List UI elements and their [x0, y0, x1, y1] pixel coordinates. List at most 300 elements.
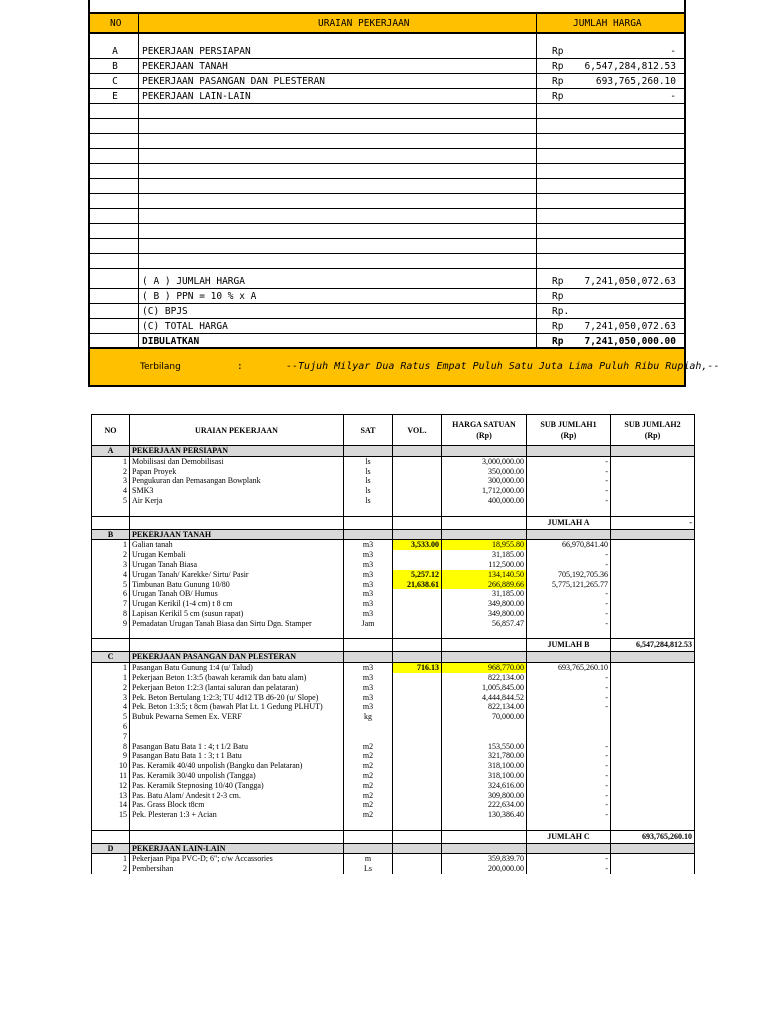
- section-blank-cell: [442, 446, 527, 457]
- item-harga: 1,712,000.00: [442, 486, 527, 496]
- total-blank-cell: [344, 639, 393, 652]
- item-desc: Pas. Keramik Stepnosing 10/40 (Tangga): [130, 781, 344, 791]
- table-row: [92, 791, 695, 801]
- item-vol: [393, 781, 442, 791]
- item-sub1: -: [527, 467, 611, 477]
- item-desc: Pengukuran dan Pemasangan Bowplank: [130, 476, 344, 486]
- item-sub1: -: [527, 486, 611, 496]
- item-vol: [393, 800, 442, 810]
- item-no: 7: [92, 732, 130, 742]
- item-sat: m3: [344, 683, 393, 693]
- blank-cell: [130, 629, 344, 639]
- item-sub1: -: [527, 800, 611, 810]
- item-harga: 266,889.66: [442, 580, 527, 590]
- item-desc: Urugan Tanah/ Karekke/ Sirtu/ Pasir: [130, 570, 344, 580]
- item-no: 9: [92, 619, 130, 629]
- item-sub1: -: [527, 693, 611, 703]
- item-desc: Pek. Beton Bertulang 1:2:3; TU 4d12 TB d6-20 (u/ Slope): [130, 693, 344, 703]
- item-sat: m3: [344, 599, 393, 609]
- item-vol: [393, 864, 442, 874]
- section-total-row: [92, 830, 695, 843]
- item-vol: [393, 599, 442, 609]
- item-harga: [442, 722, 527, 732]
- item-harga: 1,005,845.00: [442, 683, 527, 693]
- item-desc: Pemadatan Urugan Tanah Biasa dan Sirtu Dgn. Stamper: [130, 619, 344, 629]
- item-no: 11: [92, 771, 130, 781]
- item-no: 2: [92, 864, 130, 874]
- summary-total-desc: ( A ) JUMLAH HARGA: [142, 276, 245, 287]
- item-vol: [393, 732, 442, 742]
- item-no: 1: [92, 540, 130, 550]
- item-no: 13: [92, 791, 130, 801]
- section-blank-cell: [442, 529, 527, 540]
- summary-row: [90, 224, 684, 239]
- table-row: [92, 456, 695, 466]
- item-harga: 822,134.00: [442, 673, 527, 683]
- blank-cell: [92, 629, 130, 639]
- detail-header-vol: VOL.: [393, 415, 442, 446]
- item-sub2: [611, 550, 695, 560]
- section-title: PEKERJAAN TANAH: [130, 529, 344, 540]
- item-desc: Pas. Batu Alam/ Andesit t 2-3 cm.: [130, 791, 344, 801]
- item-desc: Lapisan Kerikil 5 cm (susun rapat): [130, 609, 344, 619]
- item-sub1: -: [527, 683, 611, 693]
- item-desc: Pasangan Batu Bata 1 : 3; t 1 Batu: [130, 751, 344, 761]
- item-vol: [393, 496, 442, 506]
- table-row: [92, 540, 695, 550]
- item-desc: Pekerjaan Beton 1:3:5 (bawah keramik dan batu alam): [130, 673, 344, 683]
- summary-total-row: [90, 274, 684, 289]
- item-sat: m2: [344, 751, 393, 761]
- section-blank-cell: [344, 446, 393, 457]
- item-harga: 222,634.00: [442, 800, 527, 810]
- blank-cell: [393, 629, 442, 639]
- summary-total-rp: Rp: [552, 336, 564, 347]
- item-desc: Papan Proyek: [130, 467, 344, 477]
- summary-row: [90, 209, 684, 224]
- item-sub1: 705,192,705.36: [527, 570, 611, 580]
- item-sat: m2: [344, 771, 393, 781]
- item-harga: 112,500.00: [442, 560, 527, 570]
- table-row: [92, 800, 695, 810]
- blank-cell: [130, 820, 344, 830]
- item-sat: m3: [344, 702, 393, 712]
- section-total-value: 6,547,284,812.53: [611, 639, 695, 652]
- item-sat: ls: [344, 456, 393, 466]
- item-harga: [442, 732, 527, 742]
- summary-item-value: 6,547,284,812.53: [584, 61, 676, 72]
- blank-cell: [611, 506, 695, 516]
- item-no: 15: [92, 810, 130, 820]
- item-sub1: 66,970,841.40: [527, 540, 611, 550]
- item-desc: Urugan Tanah Biasa: [130, 560, 344, 570]
- item-desc: Pas. Keramik 30/40 unpolish (Tangga): [130, 771, 344, 781]
- item-vol: [393, 761, 442, 771]
- item-vol: 716.13: [393, 663, 442, 673]
- section-blank-cell: [527, 529, 611, 540]
- blank-cell: [527, 820, 611, 830]
- item-sub1: -: [527, 456, 611, 466]
- summary-row: [90, 119, 684, 134]
- item-sub2: [611, 673, 695, 683]
- item-vol: [393, 791, 442, 801]
- item-no: 4: [92, 486, 130, 496]
- item-sub2: [611, 854, 695, 864]
- item-desc: Galian tanah: [130, 540, 344, 550]
- item-sat: ls: [344, 486, 393, 496]
- detail-header-row: [92, 415, 695, 446]
- item-sub2: [611, 467, 695, 477]
- item-no: 8: [92, 609, 130, 619]
- item-harga: 359,839.70: [442, 854, 527, 864]
- item-sub2: [611, 580, 695, 590]
- detail-header-no: NO: [92, 415, 130, 446]
- item-no: 12: [92, 781, 130, 791]
- item-no: 1: [92, 663, 130, 673]
- summary-row: [90, 74, 684, 89]
- detail-body: [92, 446, 695, 875]
- section-header-row: [92, 446, 695, 457]
- summary-row: [90, 179, 684, 194]
- item-harga: 130,386.40: [442, 810, 527, 820]
- table-row: [92, 771, 695, 781]
- summary-total-desc: (C) TOTAL HARGA: [142, 321, 228, 332]
- item-sat: m3: [344, 693, 393, 703]
- item-desc: Pek. Plesteran 1:3 + Acian: [130, 810, 344, 820]
- section-total-row: [92, 516, 695, 529]
- item-sub1: 5,775,121,265.77: [527, 580, 611, 590]
- blank-cell: [442, 506, 527, 516]
- item-vol: [393, 550, 442, 560]
- item-desc: Mobilisasi dan Demobilisasi: [130, 456, 344, 466]
- blank-cell: [393, 820, 442, 830]
- blank-row: [92, 629, 695, 639]
- item-sub2: [611, 570, 695, 580]
- summary-row: [90, 89, 684, 104]
- item-sub1: [527, 732, 611, 742]
- item-no: 3: [92, 476, 130, 486]
- item-sub1: -: [527, 560, 611, 570]
- section-blank-cell: [527, 652, 611, 663]
- summary-item-desc: PEKERJAAN PERSIAPAN: [142, 46, 251, 57]
- section-blank-cell: [611, 446, 695, 457]
- table-row: [92, 781, 695, 791]
- item-no: 4: [92, 702, 130, 712]
- item-vol: [393, 712, 442, 722]
- section-total-label: JUMLAH C: [527, 830, 611, 843]
- summary-item-no: B: [112, 61, 118, 72]
- item-sub1: [527, 722, 611, 732]
- item-sat: m2: [344, 800, 393, 810]
- item-harga: 324,616.00: [442, 781, 527, 791]
- total-blank-cell: [92, 830, 130, 843]
- blank-cell: [344, 506, 393, 516]
- item-desc: [130, 732, 344, 742]
- detail-header-sub1: [527, 415, 611, 446]
- item-no: 5: [92, 496, 130, 506]
- total-blank-cell: [393, 830, 442, 843]
- section-blank-cell: [611, 529, 695, 540]
- item-sub2: [611, 540, 695, 550]
- table-row: [92, 550, 695, 560]
- item-sat: ls: [344, 496, 393, 506]
- blank-cell: [442, 629, 527, 639]
- detail-header-sub2: [611, 415, 695, 446]
- item-sat: m3: [344, 570, 393, 580]
- blank-cell: [611, 629, 695, 639]
- item-sub1: -: [527, 791, 611, 801]
- detail-header-sub1-unit: (Rp): [560, 431, 577, 440]
- item-no: 7: [92, 599, 130, 609]
- item-sat: m: [344, 854, 393, 864]
- item-sat: Jam: [344, 619, 393, 629]
- item-harga: 300,000.00: [442, 476, 527, 486]
- item-sub2: [611, 456, 695, 466]
- item-sub2: [611, 732, 695, 742]
- summary-item-no: C: [112, 76, 118, 87]
- item-sub1: -: [527, 864, 611, 874]
- table-row: [92, 476, 695, 486]
- table-row: [92, 751, 695, 761]
- blank-cell: [442, 820, 527, 830]
- summary-item-rp: Rp: [552, 46, 564, 57]
- item-sub1: -: [527, 609, 611, 619]
- item-sub1: -: [527, 496, 611, 506]
- item-no: 3: [92, 693, 130, 703]
- item-sat: m2: [344, 742, 393, 752]
- section-header-row: [92, 652, 695, 663]
- terbilang-box: [90, 347, 720, 385]
- item-desc: [130, 722, 344, 732]
- section-code: A: [92, 446, 130, 457]
- item-sub1: -: [527, 550, 611, 560]
- item-sub1: -: [527, 771, 611, 781]
- item-sat: m2: [344, 791, 393, 801]
- item-no: 10: [92, 761, 130, 771]
- item-vol: 5,257.12: [393, 570, 442, 580]
- table-row: [92, 599, 695, 609]
- summary-total-row: [90, 304, 684, 319]
- item-sub1: -: [527, 599, 611, 609]
- terbilang-label: Terbilang: [140, 362, 181, 372]
- table-row: [92, 722, 695, 732]
- item-sub1: -: [527, 781, 611, 791]
- section-blank-cell: [611, 843, 695, 854]
- item-sub2: [611, 722, 695, 732]
- item-sub1: -: [527, 742, 611, 752]
- summary-row: [90, 254, 684, 269]
- item-sub1: -: [527, 751, 611, 761]
- item-harga: 968,770.00: [442, 663, 527, 673]
- item-vol: [393, 722, 442, 732]
- blank-cell: [92, 820, 130, 830]
- item-sub2: [611, 712, 695, 722]
- section-header-row: [92, 529, 695, 540]
- table-row: [92, 486, 695, 496]
- blank-cell: [393, 506, 442, 516]
- summary-total-value: 7,241,050,072.63: [584, 321, 676, 332]
- section-blank-cell: [442, 652, 527, 663]
- item-sub1: 693,765,260.10: [527, 663, 611, 673]
- item-no: 1: [92, 456, 130, 466]
- item-sub2: [611, 864, 695, 874]
- summary-item-rp: Rp: [552, 76, 564, 87]
- item-harga: 318,100.00: [442, 771, 527, 781]
- item-desc: Pasangan Batu Gunung 1:4 (u/ Talud): [130, 663, 344, 673]
- section-total-row: [92, 639, 695, 652]
- section-blank-cell: [344, 652, 393, 663]
- item-sub2: [611, 496, 695, 506]
- detail-header-sat: SAT: [344, 415, 393, 446]
- item-vol: [393, 589, 442, 599]
- item-vol: [393, 619, 442, 629]
- summary-item-rp: Rp: [552, 91, 564, 102]
- item-harga: 56,857.47: [442, 619, 527, 629]
- item-sub2: [611, 589, 695, 599]
- item-sat: m3: [344, 560, 393, 570]
- item-desc: SMK3: [130, 486, 344, 496]
- item-sat: m2: [344, 810, 393, 820]
- total-blank-cell: [130, 516, 344, 529]
- item-harga: 350,000.00: [442, 467, 527, 477]
- item-sub2: [611, 791, 695, 801]
- total-blank-cell: [92, 516, 130, 529]
- section-blank-cell: [344, 529, 393, 540]
- item-sub2: [611, 800, 695, 810]
- item-sat: m3: [344, 673, 393, 683]
- table-row: [92, 742, 695, 752]
- summary-row: [90, 149, 684, 164]
- item-desc: Pekerjaan Pipa PVC-D; 6"; c/w Accassories: [130, 854, 344, 864]
- table-row: [92, 560, 695, 570]
- summary-item-value: 693,765,260.10: [595, 76, 676, 87]
- item-sat: m2: [344, 781, 393, 791]
- table-row: [92, 580, 695, 590]
- blank-row: [92, 820, 695, 830]
- summary-item-rp: Rp: [552, 61, 564, 72]
- summary-item-no: A: [112, 46, 118, 57]
- table-row: [92, 467, 695, 477]
- item-sat: Ls: [344, 864, 393, 874]
- item-no: 2: [92, 467, 130, 477]
- summary-total-desc: ( B ) PPN = 10 % x A: [142, 291, 257, 302]
- section-blank-cell: [393, 843, 442, 854]
- summary-total-desc: DIBULATKAN: [142, 336, 200, 347]
- item-desc: Pek. Beton 1:3:5; t 8cm (bawah Plat Lt. 1 Gedung PLHUT): [130, 702, 344, 712]
- item-no: 2: [92, 550, 130, 560]
- total-blank-cell: [442, 639, 527, 652]
- item-sub2: [611, 761, 695, 771]
- item-sat: m2: [344, 761, 393, 771]
- item-sub1: -: [527, 589, 611, 599]
- item-harga: 18,955.80: [442, 540, 527, 550]
- section-title: PEKERJAAN PASANGAN DAN PLESTERAN: [130, 652, 344, 663]
- item-vol: [393, 742, 442, 752]
- item-vol: [393, 751, 442, 761]
- section-total-value: 693,765,260.10: [611, 830, 695, 843]
- table-row: [92, 673, 695, 683]
- item-vol: [393, 609, 442, 619]
- section-code: D: [92, 843, 130, 854]
- item-sub2: [611, 771, 695, 781]
- item-sub2: [611, 810, 695, 820]
- summary-item-desc: PEKERJAAN PASANGAN DAN PLESTERAN: [142, 76, 326, 87]
- section-blank-cell: [611, 652, 695, 663]
- section-total-value: -: [611, 516, 695, 529]
- summary-total-rp: Rp: [552, 321, 564, 332]
- summary-total-row: [90, 319, 684, 334]
- summary-row: [90, 104, 684, 119]
- detail-header-desc: URAIAN PEKERJAAN: [130, 415, 344, 446]
- summary-row: [90, 164, 684, 179]
- item-sub1: -: [527, 476, 611, 486]
- item-harga: 4,444,844.52: [442, 693, 527, 703]
- item-vol: [393, 683, 442, 693]
- summary-item-desc: PEKERJAAN LAIN-LAIN: [142, 91, 251, 102]
- item-no: 14: [92, 800, 130, 810]
- blank-cell: [611, 820, 695, 830]
- item-sub1: -: [527, 619, 611, 629]
- item-desc: Pasangan Batu Bata 1 : 4; t 1/2 Batu: [130, 742, 344, 752]
- item-no: 6: [92, 722, 130, 732]
- item-no: 5: [92, 712, 130, 722]
- summary-row: [90, 44, 684, 59]
- item-vol: 3,533.00: [393, 540, 442, 550]
- item-sub1: -: [527, 702, 611, 712]
- table-row: [92, 693, 695, 703]
- item-sat: ls: [344, 467, 393, 477]
- section-code: C: [92, 652, 130, 663]
- total-blank-cell: [130, 830, 344, 843]
- item-harga: 321,780.00: [442, 751, 527, 761]
- table-row: [92, 732, 695, 742]
- blank-cell: [130, 506, 344, 516]
- item-desc: Pas. Keramik 40/40 unpolish (Bangku dan Pelataran): [130, 761, 344, 771]
- item-sub2: [611, 751, 695, 761]
- section-blank-cell: [393, 652, 442, 663]
- item-no: 2: [92, 683, 130, 693]
- summary-header-no: NO: [110, 18, 122, 29]
- item-sub2: [611, 693, 695, 703]
- blank-cell: [92, 506, 130, 516]
- table-row: [92, 570, 695, 580]
- item-desc: Pekerjaan Beton 1:2:3 (lantai saluran dan pelataran): [130, 683, 344, 693]
- summary-table: [88, 0, 720, 387]
- item-no: 1: [92, 673, 130, 683]
- item-sub2: [611, 486, 695, 496]
- item-vol: [393, 486, 442, 496]
- detail-header-sub2-label: SUB JUMLAH2: [624, 420, 681, 429]
- table-row: [92, 761, 695, 771]
- item-sub2: [611, 781, 695, 791]
- item-desc: Air Kerja: [130, 496, 344, 506]
- item-sat: m3: [344, 580, 393, 590]
- item-sub1: -: [527, 854, 611, 864]
- item-sat: ls: [344, 476, 393, 486]
- summary-header-price: JUMLAH HARGA: [573, 18, 642, 29]
- section-blank-cell: [527, 446, 611, 457]
- total-blank-cell: [393, 639, 442, 652]
- detail-table: [91, 414, 695, 874]
- item-sub2: [611, 742, 695, 752]
- section-blank-cell: [442, 843, 527, 854]
- item-desc: Timbunan Batu Gunung 10/80: [130, 580, 344, 590]
- item-sub2: [611, 476, 695, 486]
- total-blank-cell: [92, 639, 130, 652]
- item-harga: 200,000.00: [442, 864, 527, 874]
- section-blank-cell: [527, 843, 611, 854]
- blank-row: [92, 506, 695, 516]
